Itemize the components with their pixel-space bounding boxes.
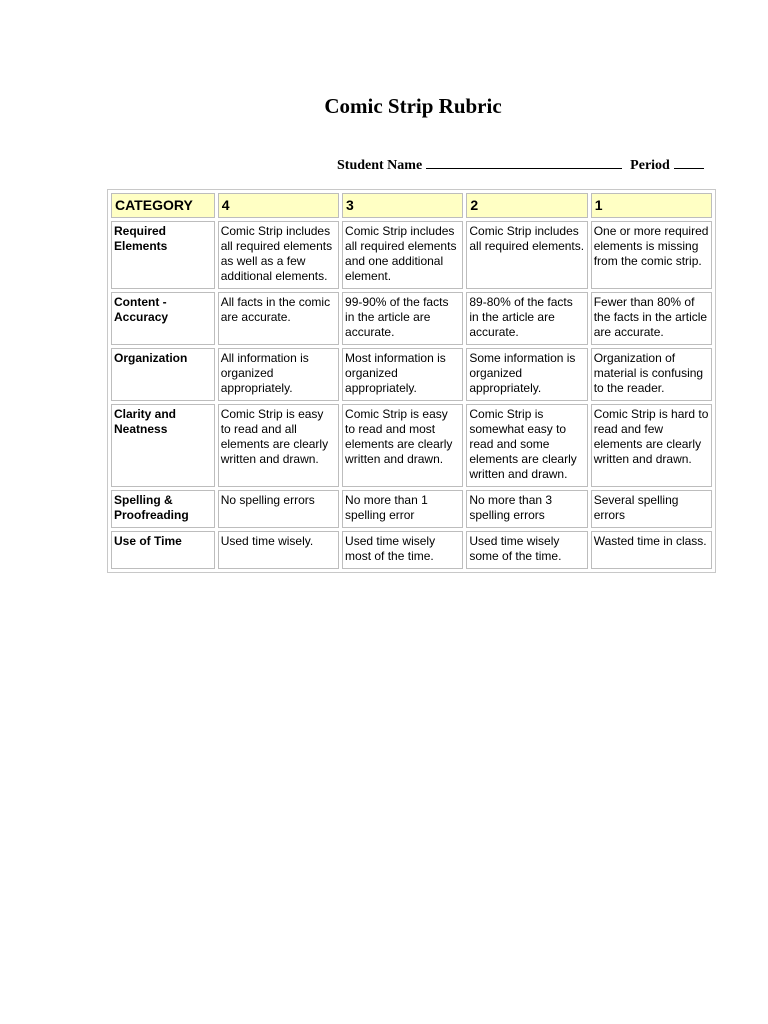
table-cell: All facts in the comic are accurate. bbox=[218, 292, 339, 345]
table-row bbox=[111, 404, 712, 487]
header-score-1: 1 bbox=[591, 193, 712, 218]
table-row bbox=[111, 348, 712, 401]
student-name-label: Student Name bbox=[337, 158, 423, 173]
table-cell: 99-90% of the facts in the article are accurate. bbox=[342, 292, 463, 345]
table-cell: No spelling errors bbox=[218, 490, 339, 528]
table-cell: Comic Strip includes all required elements. bbox=[466, 221, 587, 289]
header-category: CATEGORY bbox=[111, 193, 215, 218]
table-cell: Some information is organized appropriately. bbox=[466, 348, 587, 401]
table-cell: Used time wisely most of the time. bbox=[342, 531, 463, 569]
table-cell: Organization of material is confusing to the reader. bbox=[591, 348, 712, 401]
period-blank bbox=[674, 156, 704, 169]
category-cell: Use of Time bbox=[111, 531, 215, 569]
category-cell: Organization bbox=[111, 348, 215, 401]
table-cell: Comic Strip is easy to read and most elements are clearly written and drawn. bbox=[342, 404, 463, 487]
table-cell: Comic Strip includes all required elements and one additional element. bbox=[342, 221, 463, 289]
table-row bbox=[111, 490, 712, 528]
table-cell: Wasted time in class. bbox=[591, 531, 712, 569]
table-row bbox=[111, 531, 712, 569]
category-cell: Clarity and Neatness bbox=[111, 404, 215, 487]
rubric-header-row bbox=[111, 193, 712, 218]
table-cell: No more than 3 spelling errors bbox=[466, 490, 587, 528]
table-cell: No more than 1 spelling error bbox=[342, 490, 463, 528]
table-cell: Comic Strip is hard to read and few elements are clearly written and drawn. bbox=[591, 404, 712, 487]
category-cell: Required Elements bbox=[111, 221, 215, 289]
table-cell: Comic Strip is somewhat easy to read and some elements are clearly written and drawn. bbox=[466, 404, 587, 487]
table-row bbox=[111, 221, 712, 289]
table-cell: 89-80% of the facts in the article are accurate. bbox=[466, 292, 587, 345]
rubric-table bbox=[107, 189, 716, 573]
table-cell: All information is organized appropriately. bbox=[218, 348, 339, 401]
category-cell: Content - Accuracy bbox=[111, 292, 215, 345]
header-score-3: 3 bbox=[342, 193, 463, 218]
table-cell: One or more required elements is missing from the comic strip. bbox=[591, 221, 712, 289]
table-cell: Used time wisely. bbox=[218, 531, 339, 569]
student-name-blank bbox=[426, 156, 622, 169]
period-label: Period bbox=[630, 158, 670, 173]
header-score-2: 2 bbox=[466, 193, 587, 218]
table-cell: Most information is organized appropriately. bbox=[342, 348, 463, 401]
table-cell: Several spelling errors bbox=[591, 490, 712, 528]
table-row bbox=[111, 292, 712, 345]
table-cell: Comic Strip is easy to read and all elements are clearly written and drawn. bbox=[218, 404, 339, 487]
category-cell: Spelling & Proofreading bbox=[111, 490, 215, 528]
table-cell: Fewer than 80% of the facts in the article are accurate. bbox=[591, 292, 712, 345]
header-score-4: 4 bbox=[218, 193, 339, 218]
student-info-line bbox=[337, 156, 704, 174]
table-cell: Comic Strip includes all required elements as well as a few additional elements. bbox=[218, 221, 339, 289]
page-title: Comic Strip Rubric bbox=[324, 94, 502, 118]
table-cell: Used time wisely some of the time. bbox=[466, 531, 587, 569]
